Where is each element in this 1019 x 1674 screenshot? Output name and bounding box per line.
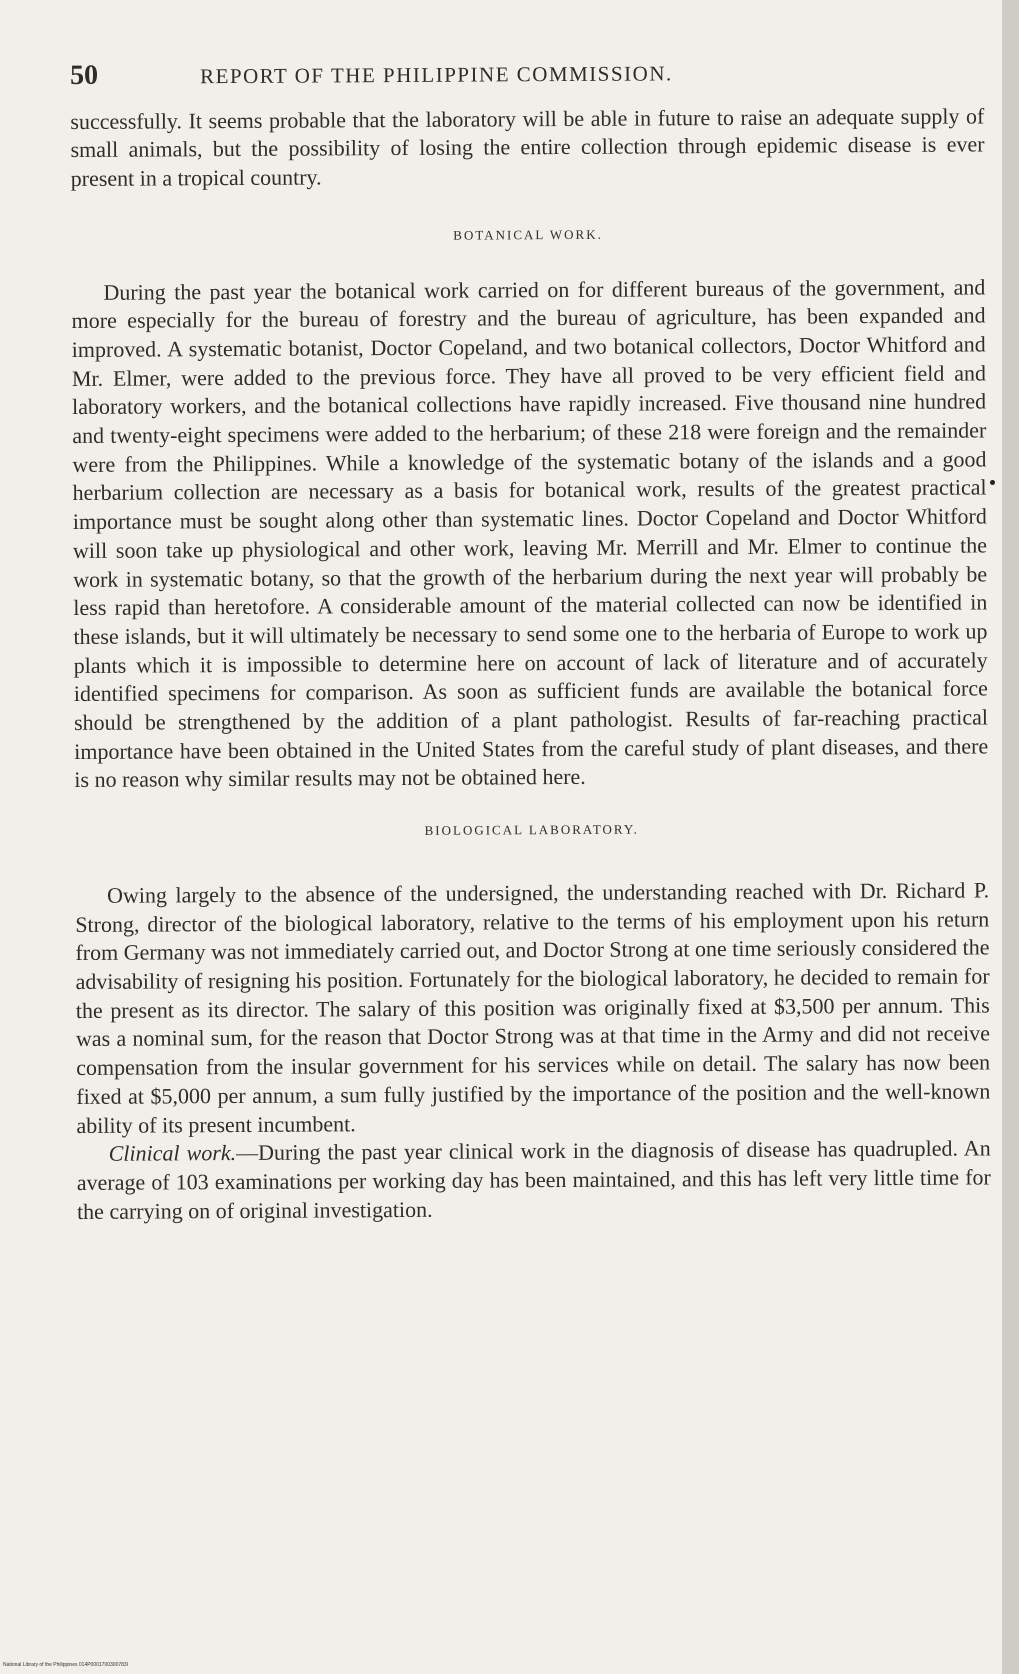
opening-paragraph: successfully. It seems probable that the laboratory will be able in future to raise an adequate supply of small animals, but the possibility of losing the entire collection through epidemic disease is ever present in a tropical country. <box>70 103 985 192</box>
running-title: REPORT OF THE PHILIPPINE COMMISSION. <box>200 61 673 89</box>
running-head <box>70 56 984 91</box>
clinical-work-lead: Clinical work. <box>108 1140 237 1166</box>
scan-footer: National Library of the Philippines 014P0001700300783I <box>3 1662 129 1668</box>
clinical-work-text: —During the past year clinical work in the diagnosis of disease has quadrupled. An average of 103 examinations per working day has been maintained, and this has left very little time for the carrying on of original investigation. <box>76 1135 991 1224</box>
botanical-paragraph: During the past year the botanical work carried on for different bureaus of the government, and more especially for the bureau of forestry and the bureau of agriculture, has been expanded and improved. A systematic botanist, Doctor Copeland, and two botanical collectors, Doctor Whitford and Mr. Elmer, were added to the previous force. They have all proved to be very efficient field and laboratory workers, and the botanical collections have rapidly increased. Five thousand nine hundred and twenty-eight specimens were added to the herbarium; of these 218 were foreign and the remainder were from the Philippines. While a knowledge of the systematic botany of the islands and a good herbarium collection are necessary as a basis for botanical work, results of the greatest practical importance must be sought along other than systematic lines. Doctor Copeland and Doctor Whitford will soon take up physiological and other work, leaving Mr. Merrill and Mr. Elmer to continue the work in systematic botany, so that the growth of the herbarium during the next year will probably be less rapid than heretofore. A considerable amount of the material collected can now be identified in these islands, but it will ultimately be necessary to send some one to the herbaria of Europe to work up plants which it is impossible to determine here on account of lack of literature and of accurately identified specimens for comparison. As soon as sufficient funds are available the botanical force should be strengthened by the addition of a plant pathologist. Results of far-reaching practical importance have been obtained in the United States from the careful study of plant diseases, and there is no reason why similar results may not be obtained here. <box>71 273 989 793</box>
scan-speck-mark <box>990 480 995 485</box>
biological-paragraph: Owing largely to the absence of the undersigned, the understanding reached with Dr. Richard P. Strong, director of the biological laboratory, relative to the terms of his employment upon his return from Germany was not immediately carried out, and Doctor Strong at one time seriously considered the advisability of resigning his position. Fortunately for the biological laboratory, he decided to remain for the present as its director. The salary of this position was originally fixed at $3,500 per annum. This was a nominal sum, for the reason that Doctor Strong was at that time in the Army and did not receive compensation from the insular government for his services while on detail. The salary has now been fixed at $5,000 per annum, a sum fully justified by the importance of the position and the well-known ability of its present incumbent. <box>75 877 991 1138</box>
clinical-work-paragraph <box>77 1135 992 1227</box>
page-edge-shadow <box>1002 0 1019 1674</box>
section-heading-botanical: BOTANICAL WORK. <box>453 226 603 243</box>
page-text-block <box>70 56 991 1226</box>
page-number: 50 <box>69 59 99 91</box>
section-heading-biological: BIOLOGICAL LABORATORY. <box>424 821 639 839</box>
